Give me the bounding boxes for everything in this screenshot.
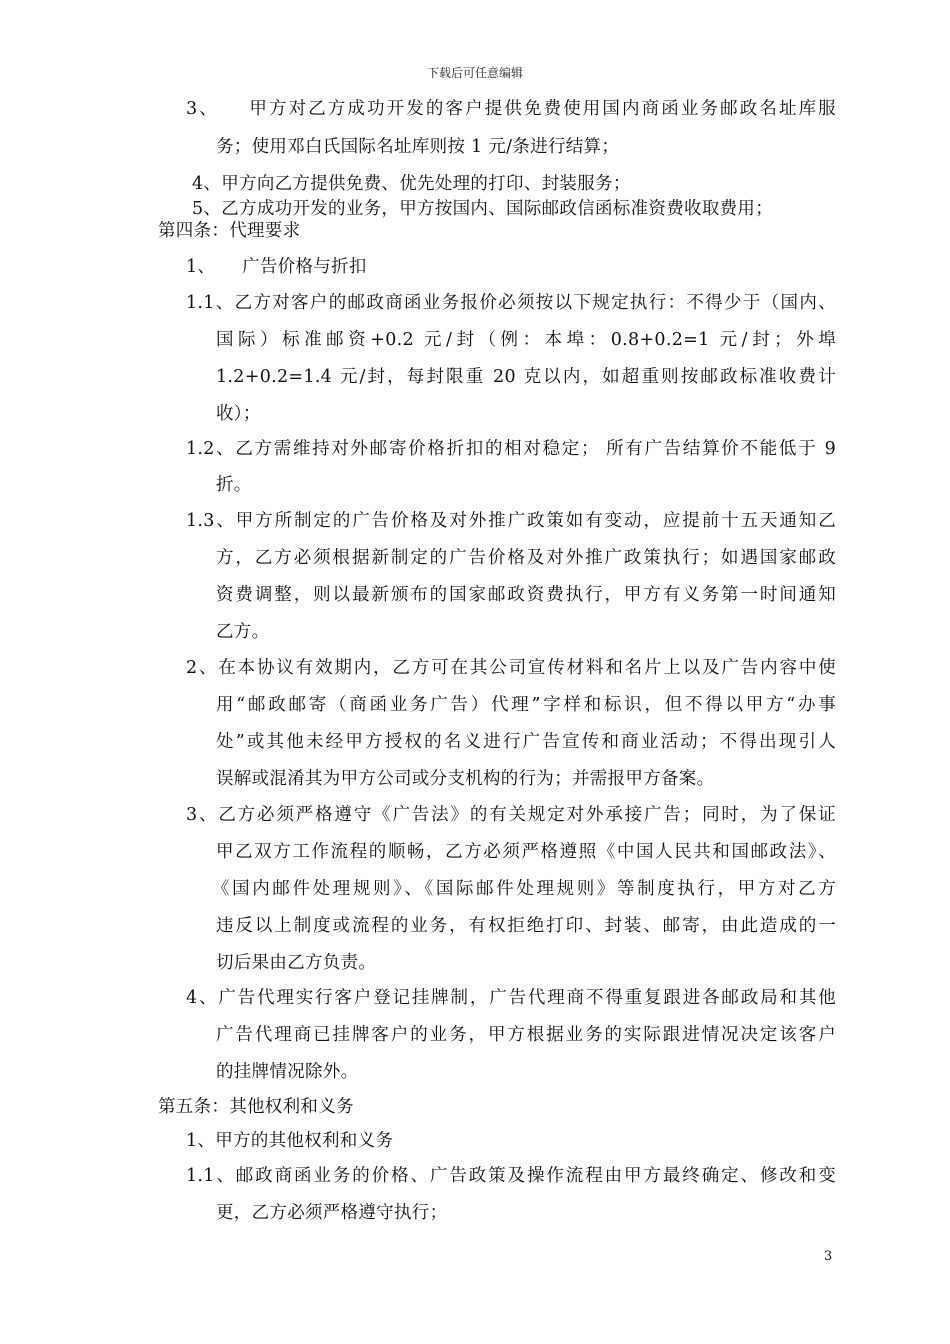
text-line: 广告代理商已挂牌客户的业务，甲方根据业务的实际跟进情况决定该客户 [216,1025,836,1045]
text-line: 误解或混淆其为甲方公司或分支机构的行为；并需报甲方备案。 [216,769,715,789]
text-line: 乙方。 [216,622,270,642]
page-number: 3 [824,1249,833,1264]
text-line: 违反以上制度或流程的业务，有权拒绝打印、封装、邮寄，由此造成的一 [216,916,836,936]
page-header: 下载后可任意编辑 [426,66,523,80]
text-line: 3、 甲方对乙方成功开发的客户提供免费使用国内商函业务邮政名址库服 [186,99,836,119]
text-line: 5、乙方成功开发的业务，甲方按国内、国际邮政信函标准资费收取费用； [192,199,774,219]
text-line: 1、甲方的其他权利和义务 [186,1131,394,1151]
text-line: 1.3、甲方所制定的广告价格及对外推广政策如有变动，应提前十五天通知乙 [186,511,836,531]
text-line: 国际）标准邮资+0.2 元/封（例：本埠：0.8+0.2=1 元/封；外埠 [216,330,836,350]
text-line: 切后果由乙方负责。 [216,953,377,973]
text-line: 处”或其他未经甲方授权的名义进行广告宣传和商业活动；不得出现引人 [216,732,836,752]
section-heading: 第四条：代理要求 [158,221,301,241]
text-line: 《国内邮件处理规则》、《国际邮件处理规则》等制度执行，甲方对乙方 [212,879,836,899]
text-line: 方，乙方必须根据新制定的广告价格及对外推广政策执行；如遇国家邮政 [216,548,836,568]
text-line: 4、甲方向乙方提供免费、优先处理的打印、封装服务； [192,174,631,194]
text-line: 的挂牌情况除外。 [216,1062,359,1082]
text-line: 1、 广告价格与折扣 [186,257,367,277]
text-line: 1.1、邮政商函业务的价格、广告政策及操作流程由甲方最终确定、修改和变 [186,1166,836,1186]
section-heading: 第五条：其他权利和义务 [158,1097,354,1117]
text-line: 3、乙方必须严格遵守《广告法》的有关规定对外承接广告；同时，为了保证 [186,805,836,825]
text-line: 务；使用邓白氏国际名址库则按 1 元/条进行结算； [216,137,620,157]
text-line: 1.1、乙方对客户的邮政商函业务报价必须按以下规定执行：不得少于（国内、 [186,293,836,313]
text-line: 甲乙双方工作流程的顺畅，乙方必须严格遵照《中国人民共和国邮政法》、 [216,842,836,862]
text-line: 1.2、乙方需维持对外邮寄价格折扣的相对稳定； 所有广告结算价不能低于 9 [186,439,836,459]
text-line: 2、在本协议有效期内，乙方可在其公司宣传材料和名片上以及广告内容中使 [186,658,836,678]
text-line: 1.2+0.2=1.4 元/封，每封限重 20 克以内，如超重则按邮政标准收费计 [216,367,836,387]
text-line: 4、广告代理实行客户登记挂牌制，广告代理商不得重复跟进各邮政局和其他 [186,988,836,1008]
text-line: 折。 [216,475,252,495]
text-line: 资费调整，则以最新颁布的国家邮政资费执行，甲方有义务第一时间通知 [216,585,836,605]
text-line: 收）； [216,404,261,424]
text-line: 用“邮政邮寄（商函业务广告）代理”字样和标识，但不得以甲方“办事 [216,695,836,715]
text-line: 更，乙方必须严格遵守执行； [216,1203,448,1223]
